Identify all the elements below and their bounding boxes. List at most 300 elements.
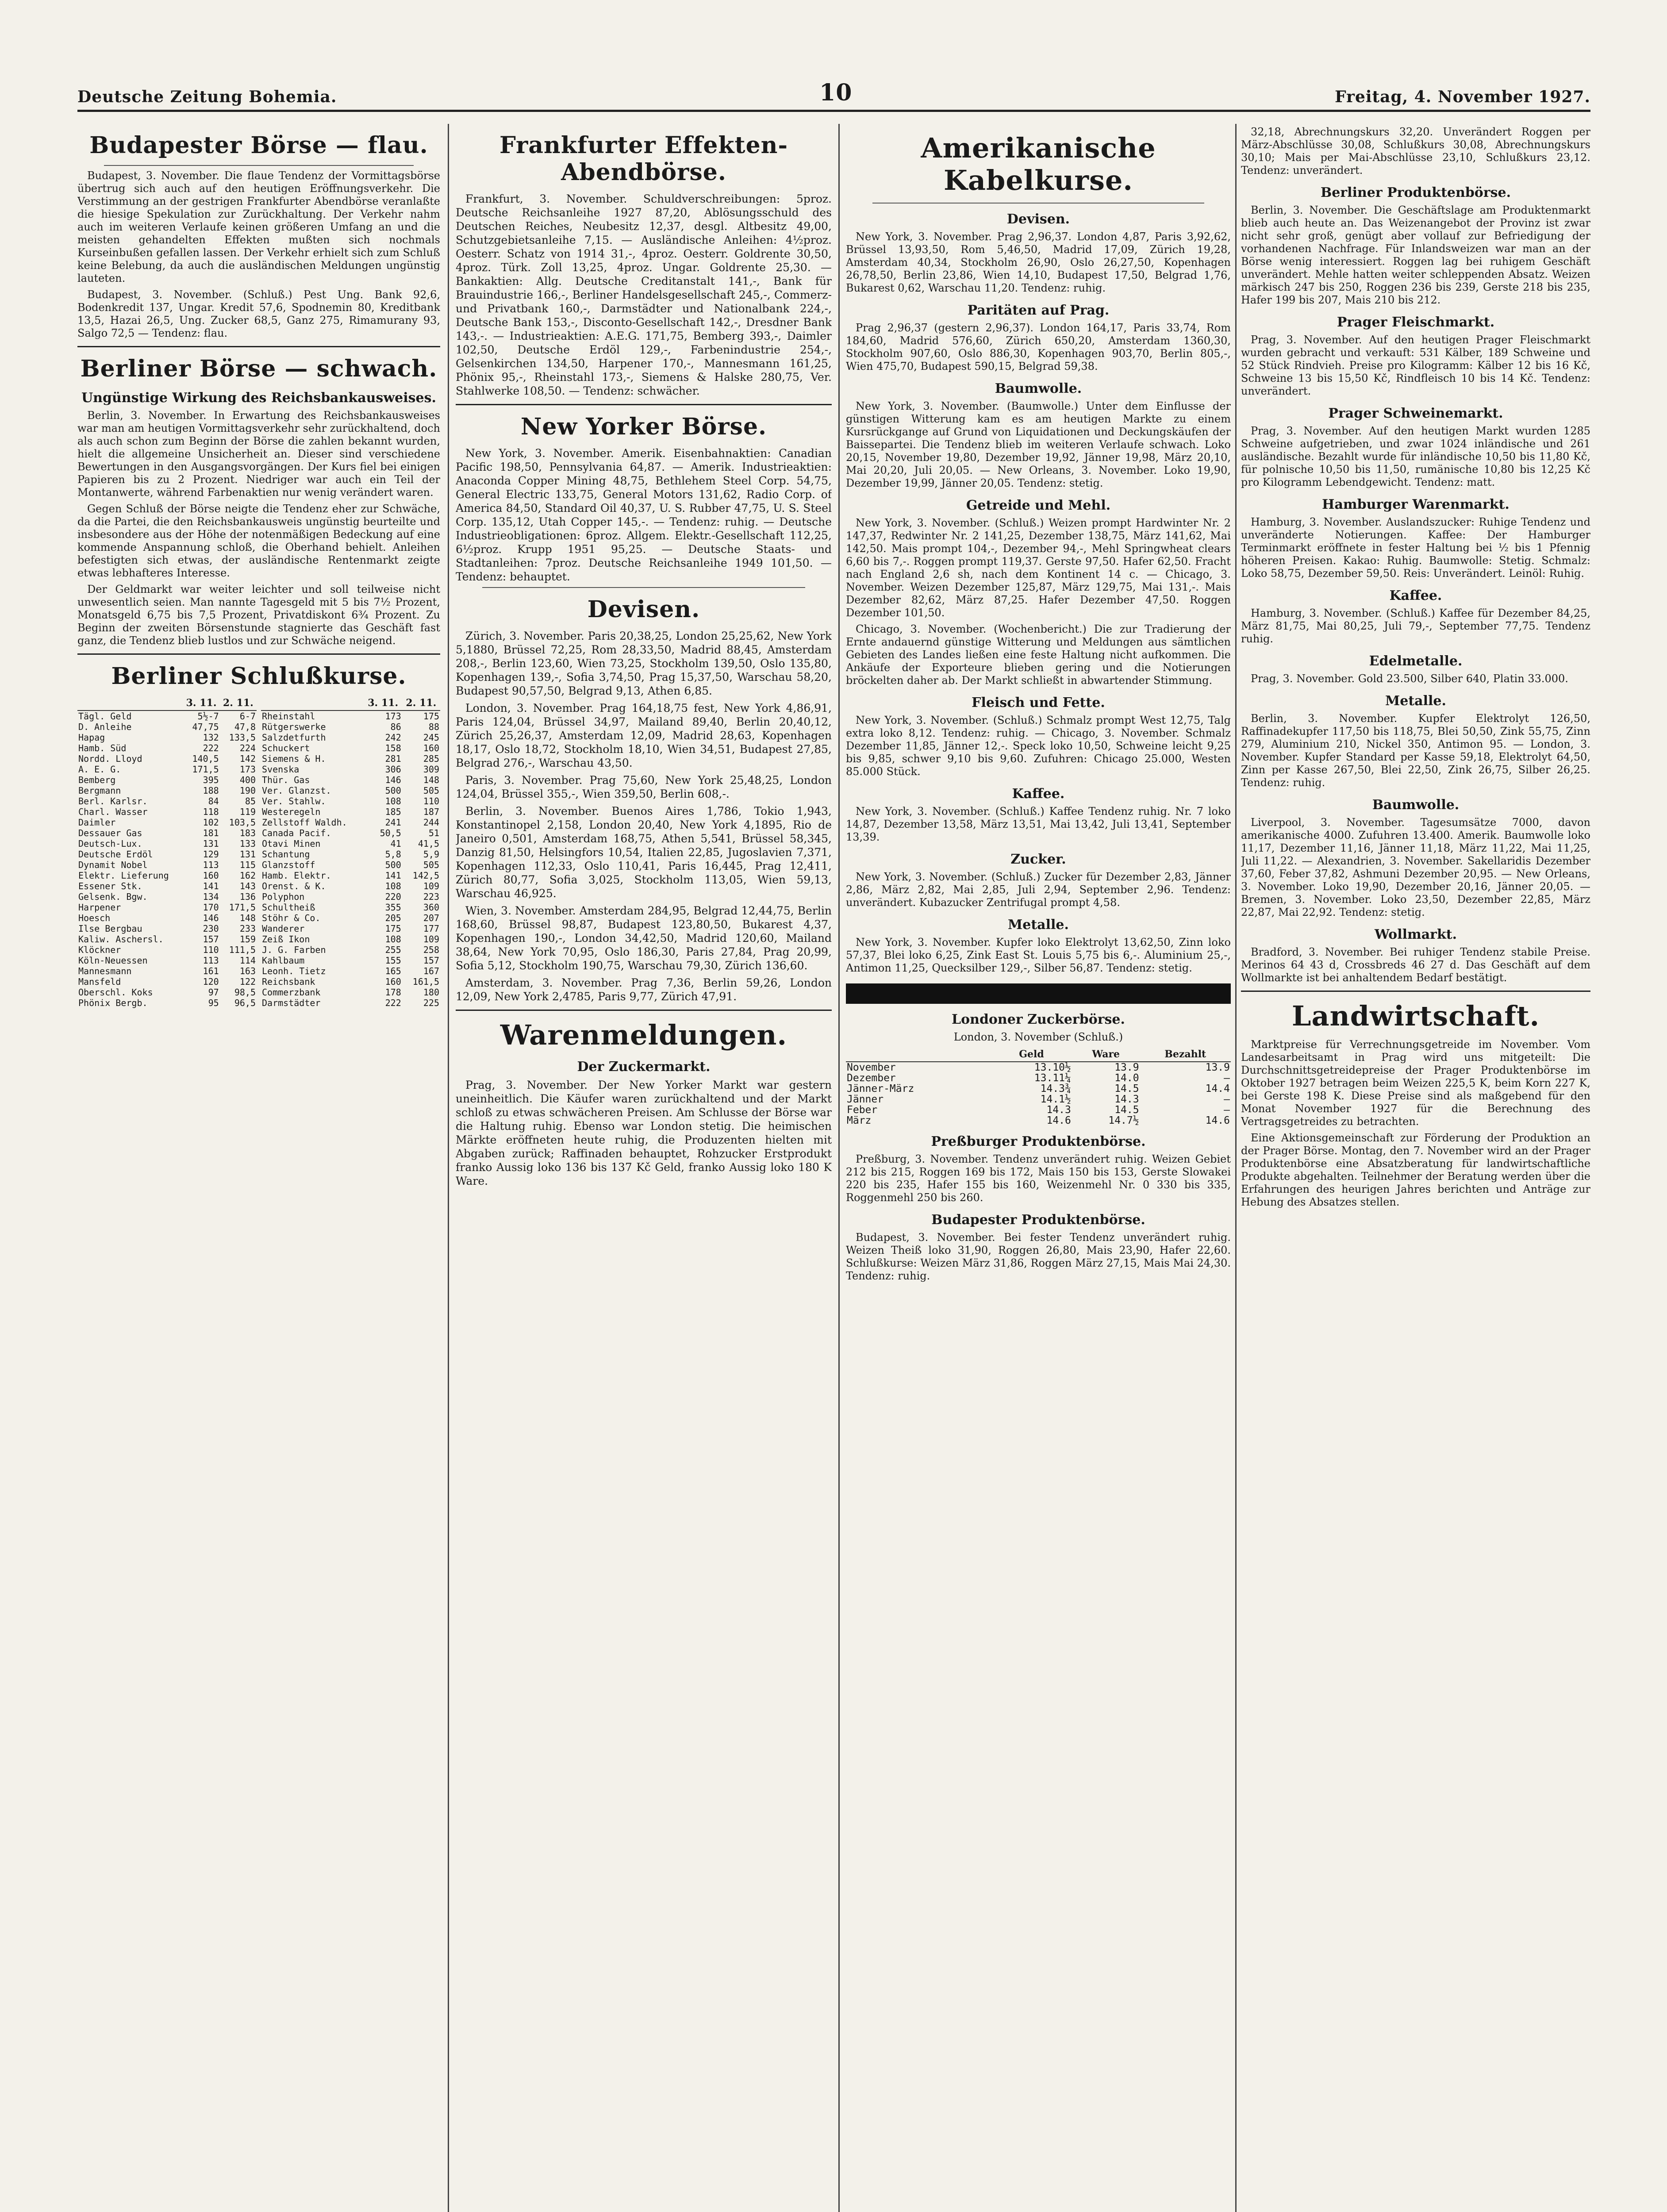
row-value: — (1224, 1094, 1230, 1105)
row-label: Charl. Wasser (78, 806, 148, 817)
row-value: 131 (203, 838, 219, 849)
issue-date: Freitag, 4. November 1927. (1335, 88, 1590, 106)
table-row (261, 934, 440, 945)
berliner-boerse-text: Der Geldmarkt war weiter leichter und soll teilweise nicht unwesentlich seien. Man nannte Tagesgeld mit 5 bis 7½ Prozent, Monatsgeld 6,75 bis 7,5 Prozent, Privatdiskont 6¾ Prozent. Zu Beginn der zweiten Börsenstunde stagnierte das Geschäft fast ganz, die Tendenz blieb lustlos und zur Schwäche neigend. (77, 583, 440, 647)
row-label: Hoesch (78, 913, 111, 923)
row-value: 142,5 (412, 870, 439, 881)
row-value: 159 (239, 934, 256, 945)
table-row (846, 1073, 1231, 1083)
row-label: November (847, 1062, 896, 1073)
prager-fleischmarkt-text: Prag, 3. November. Auf den heutigen Prager Fleischmarkt wurden gebracht und verkauft: 531 Kälber, 189 Schweine und 52 Stück Rindvieh. Preise pro Kilogramm: Kälber 12 bis 16 Kč, Schweine 13 bis 15,50 Kč, Rindfleisch 10 bis 14 Kč. Tendenz: unverändert. (1241, 334, 1590, 397)
row-value: 181 (203, 828, 219, 838)
row-value: 160 (203, 870, 219, 881)
row-value: 167 (423, 966, 439, 976)
table-row (846, 1105, 1231, 1115)
row-label: Bemberg (78, 775, 116, 785)
row-value: 41 (390, 838, 401, 849)
column-rule-3 (1235, 124, 1237, 2212)
divider (872, 203, 1204, 204)
row-label: Dessauer Gas (78, 828, 142, 838)
column-header: 2. 11. (220, 696, 257, 710)
table-row (77, 775, 257, 785)
kaffee-heading: Kaffee. (1012, 786, 1065, 802)
row-label: Dezember (847, 1073, 896, 1083)
continued-text: 32,18, Abrechnungskurs 32,20. Unverändert Roggen per März-Abschlüsse 30,08, Schlußkurs 30,08, Abrechnungskurs 30,10; Mais per Mai-Abschlüsse 23,10, Schlußkurs 23,12. Tendenz: unverändert. (1241, 126, 1590, 177)
table-row (261, 775, 440, 785)
row-value: 13.9 (1205, 1062, 1230, 1073)
row-label: Harpener (78, 902, 121, 913)
row-value: 47,8 (234, 722, 256, 732)
row-value: 132 (203, 732, 219, 743)
masthead (77, 79, 1590, 112)
pressburger-heading: Preßburger Produktenbörse. (931, 1134, 1146, 1149)
table-row (261, 870, 440, 881)
newspaper-name: Deutsche Zeitung Bohemia. (77, 88, 337, 106)
devisen-wien-text: Wien, 3. November. Amsterdam 284,95, Belgrad 12,44,75, Berlin 168,60, Brüssel 98,87, Budapest 123,80,50, Bukarest 4,37, Kopenhagen 190,-, London 34,42,50, Madrid 120,60, Mailand 38,64, New York 70,95, Oslo 186,30, Paris 27,84, Prag 20,99, Sofia 5,12, Stockholm 190,75, Warschau 79,30, Zürich 136,60. (456, 904, 832, 972)
row-value: 14.1½ (1040, 1094, 1071, 1105)
row-value: 142 (239, 753, 256, 764)
table-row (77, 987, 257, 998)
row-label: A. E. G. (78, 764, 121, 775)
berliner-boerse-heading: Berliner Börse — schwach. (80, 355, 438, 382)
row-label: Dynamit Nobel (78, 860, 148, 870)
row-label: Siemens & H. (262, 753, 326, 764)
table-row (77, 913, 257, 923)
wollmarkt-text: Bradford, 3. November. Bei ruhiger Tendenz stabile Preise. Merinos 64 43 d, Crossbreds 46 27 d. Das Geschäft auf dem Wollmarkte ist bei anhaltendem Bedarf bestätigt. (1241, 946, 1590, 984)
table-row (77, 710, 257, 722)
table-row (77, 860, 257, 870)
pressburger-text: Preßburg, 3. November. Tendenz unverändert ruhig. Weizen Gebiet 212 bis 215, Roggen 169 bis 172, Mais 150 bis 153, Gerste Slowakei 220 bis 235, Hafer 155 bis 160, Weizenmehl Nr. 0 330 bis 335, Roggenmehl 250 bis 260. (846, 1153, 1231, 1204)
table-row (261, 764, 440, 775)
table-row (77, 849, 257, 860)
chicago-bericht-text: Chicago, 3. November. (Wochenbericht.) Die zur Tradierung der Ernte andauernd günstige Witterung und Meldungen aus sämtlichen Gebieten des Landes ließen eine feste Haltung nicht aufkommen. Die Ankäufe der Exporteure blieben gering und die Notierungen bröckelten daher ab. Der Markt schließt in abwartender Stimmung. (846, 623, 1231, 687)
row-value: 230 (203, 923, 219, 934)
row-value: 120 (203, 976, 219, 987)
row-value: 225 (423, 998, 439, 1008)
row-value: 136 (239, 891, 256, 902)
column-header (261, 696, 364, 710)
row-value: 84 (208, 796, 219, 806)
row-value: 241 (385, 817, 401, 828)
table-row (846, 1062, 1231, 1073)
table-row (846, 1083, 1231, 1094)
table-row (261, 891, 440, 902)
row-label: Hapag (78, 732, 105, 743)
row-label: Westeregeln (262, 806, 321, 817)
zucker-heading: Zucker. (1010, 852, 1066, 867)
page-number: 10 (819, 79, 853, 106)
budapest-boerse-heading: Budapester Börse — flau. (89, 132, 428, 159)
row-value: 222 (203, 743, 219, 753)
row-value: 146 (203, 913, 219, 923)
row-label: Reichsbank (262, 976, 315, 987)
row-label: Phönix Bergb. (78, 998, 148, 1008)
row-label: Nordd. Lloyd (78, 753, 142, 764)
row-value: 155 (385, 955, 401, 966)
table-row (77, 902, 257, 913)
londoner-zucker-heading: Londoner Zuckerbörse. (952, 1012, 1125, 1027)
row-value: 109 (423, 934, 439, 945)
table-row (261, 753, 440, 764)
column-header: Bezahlt (1140, 1047, 1231, 1062)
row-value: — (1224, 1105, 1230, 1115)
row-value: 113 (203, 955, 219, 966)
row-value: 400 (239, 775, 256, 785)
berliner-produkten-heading: Berliner Produktenbörse. (1320, 185, 1511, 200)
row-label: Bergmann (78, 785, 121, 796)
landwirtschaft-text: Marktpreise für Verrechnungsgetreide im November. Vom Landesarbeitsamt in Prag wird uns mitgeteilt: Die Durchschnittsgetreidepreise der Prager Produktenbörse im Oktober 1927 betragen beim Weizen 225,5 K, beim Korn 227 K, bei Gerste 198 K. Diese Preise sind als maßgebend für den Monat November 1927 für die Berechnung des Vertragsgetreides zu betrachten. (1241, 1038, 1590, 1128)
devisen-london-text: London, 3. November. Prag 164,18,75 fest, New York 4,86,91, Paris 124,04, Brüssel 34,97, Mailand 89,40, Berlin 20,40,12, Zürich 25,26,37, Amsterdam 12,09, Madrid 28,63, Kopenhagen 18,17, Oslo 18,72, Stockholm 18,10, Wien 34,51, Budapest 27,85, Belgrad 276,-, Warschau 43,50. (456, 702, 832, 769)
row-label: Wanderer (262, 923, 305, 934)
paritaeten-text: Prag 2,96,37 (gestern 2,96,37). London 164,17, Paris 33,74, Rom 184,60, Madrid 576,60, Zürich 650,20, Amsterdam 1360,30, Stockholm 907,60, Oslo 886,30, Kopenhagen 903,70, Berlin 805,-, Wien 475,70, Budapest 590,15, Belgrad 59,38. (846, 322, 1231, 373)
row-label: D. Anleihe (78, 722, 132, 732)
row-value: 505 (423, 860, 439, 870)
row-value: 157 (203, 934, 219, 945)
getreide-heading: Getreide und Mehl. (966, 498, 1111, 513)
row-label: Ilse Bergbau (78, 923, 142, 934)
table-row (261, 785, 440, 796)
row-value: 160 (385, 976, 401, 987)
column-header: 3. 11. (364, 696, 402, 710)
row-label: Jänner (847, 1094, 884, 1105)
row-value: 95 (208, 998, 219, 1008)
table-row (261, 902, 440, 913)
row-label: Rheinstahl (262, 711, 315, 722)
divider (104, 165, 414, 166)
frankfurter-text: Frankfurt, 3. November. Schuldverschreibungen: 5proz. Deutsche Reichsanleihe 1927 87,20, Ablösungsschuld des Deutschen Reiches, Neubesitz 12,37, desgl. Altbesitz 49,00, Schutzgebietsanleihe 7,15. — Ausländische Anleihen: 4½proz. Oesterr. Schatz von 1914 31,-, 4proz. Oesterr. Goldrente 30,50, 4proz. Türk. Zoll 13,25, 4proz. Ungar. Goldrente 25,30. — Bankaktien: Allg. Deutsche Creditanstalt 141,-, Bank für Brauindustrie 166,-, Berliner Handelsgesellschaft 245,-, Commerz- und Privatbank 160,-, Darmstädter und Nationalbank 224,-, Deutsche Bank 153,-, Disconto-Gesellschaft 142,-, Dresdner Bank 143,-. — Industrieaktien: A.E.G. 171,75, Bemberg 393,-, Daimler 102,50, Deutsche Erdöl 129,-, Farbenindustrie 254,-, Gelsenkirchen 134,50, Harpener 170,-, Mannesmann 161,25, Phönix 95,-, Rheinstahl 173,-, Siemens & Halske 280,75, Ver. Stahlwerke 108,50. — Tendenz: schwächer. (456, 192, 832, 397)
row-label: Gelsenk. Bgw. (78, 891, 148, 902)
table-row (77, 923, 257, 934)
row-value: 14.5 (1114, 1105, 1139, 1115)
table-row (261, 806, 440, 817)
row-value: 161 (203, 966, 219, 976)
row-value: 220 (385, 891, 401, 902)
table-row (77, 806, 257, 817)
row-value: 500 (385, 860, 401, 870)
row-value: 223 (423, 891, 439, 902)
row-value: 111,5 (229, 945, 256, 955)
row-label: Polyphon (262, 891, 305, 902)
row-label: Deutsche Erdöl (78, 849, 153, 860)
row-label: Klöckner (78, 945, 121, 955)
row-label: Kaliw. Aschersl. (78, 934, 164, 945)
row-label: Zeiß Ikon (262, 934, 310, 945)
row-label: Hamb. Elektr. (262, 870, 331, 881)
row-label: Svenska (262, 764, 300, 775)
hamburger-warenmarkt-heading: Hamburger Warenmarkt. (1322, 497, 1510, 512)
row-value: 115 (239, 860, 256, 870)
row-value: 119 (239, 806, 256, 817)
row-value: 175 (385, 923, 401, 934)
row-value: 158 (385, 743, 401, 753)
table-row (261, 796, 440, 806)
metalle-text: Berlin, 3. November. Kupfer Elektrolyt 126,50, Raffinadekupfer 117,50 bis 118,75, Blei 50,50, Zink 55,75, Zinn 279, Aluminium 210, Nickel 350, Antimon 95. — London, 3. November. Kupfer Standard per Kasse 59,18, Elektrolyt 64,50, Zinn per Kasse 267,50, Blei 22,50, Zink 26,75, Silber 26,25. Tendenz: ruhig. (1241, 712, 1590, 789)
row-value: 258 (423, 945, 439, 955)
row-label: Rütgerswerke (262, 722, 326, 732)
column-rule-2 (838, 124, 840, 2212)
table-row (261, 966, 440, 976)
row-value: 96,5 (234, 998, 256, 1008)
row-value: 5,8 (385, 849, 401, 860)
kabel-devisen-heading: Devisen. (1006, 211, 1070, 227)
column-4 (1241, 124, 1590, 2212)
fleisch-fette-heading: Fleisch und Fette. (972, 695, 1105, 710)
kaffee-text: Hamburg, 3. November. (Schluß.) Kaffee für Dezember 84,25, März 81,75, Mai 80,25, Juli 79,-, September 77,75. Tendenz ruhig. (1241, 607, 1590, 645)
row-value: 233 (239, 923, 256, 934)
row-label: März (847, 1115, 872, 1126)
table-row (77, 838, 257, 849)
table-row (261, 923, 440, 934)
row-value: 244 (423, 817, 439, 828)
row-value: 500 (385, 785, 401, 796)
row-value: 5½-7 (197, 711, 219, 722)
table-row (77, 891, 257, 902)
wollmarkt-heading: Wollmarkt. (1374, 927, 1457, 942)
column-header: Ware (1072, 1047, 1140, 1062)
row-label: Feber (847, 1105, 878, 1115)
getreide-text: New York, 3. November. (Schluß.) Weizen prompt Hardwinter Nr. 2 147,37, Redwinter Nr. 2 141,25, Dezember 138,75, März 141,62, Mai 142,50. Mais prompt 104,-, Dezember 94,-, Mehl Springwheat clears 6,60 bis 7,-. Roggen prompt 119,37. Gerste 97,50. Hafer 62,50. Fracht nach England 2,6 sh, nach dem Kontinent 14 c. — Chicago, 3. November. Weizen Dezember 125,87, März 129,75, Mai 131,-. Mais Dezember 82,62, März 87,25. Hafer Dezember 47,50. Roggen Dezember 101,50. (846, 517, 1231, 619)
kaffee-heading: Kaffee. (1389, 588, 1442, 603)
row-label: Otavi Minen (262, 838, 321, 849)
budapester-produkten-text: Budapest, 3. November. Bei fester Tendenz unverändert ruhig. Weizen Theiß loko 31,90, Roggen 26,80, Mais 23,90, Hafer 22,60. Schlußkurse: Weizen März 31,86, Roggen März 27,15, Mais Mai 24,30. Tendenz: ruhig. (846, 1231, 1231, 1282)
baumwolle-heading: Baumwolle. (995, 381, 1082, 396)
table-row (77, 817, 257, 828)
metalle-heading: Metalle. (1008, 917, 1069, 933)
table-row (261, 732, 440, 743)
table-row (261, 998, 440, 1008)
row-value: 47,75 (192, 722, 219, 732)
table-row (77, 966, 257, 976)
row-value: 133 (239, 838, 256, 849)
column-header (77, 696, 183, 710)
row-value: 160 (423, 743, 439, 753)
baumwolle-text: Liverpool, 3. November. Tagesumsätze 7000, davon amerikanische 4000. Zufuhren 13.400. Amerik. Baumwolle loko 11,17, Dezember 11,16, Jänner 11,18, März 11,22, Mai 11,25, Juli 11,22. — Alexandrien, 3. November. Sakellaridis Dezember 37,60, Feber 37,82, Ashmuni Dezember 20,95. — New Orleans, 3. November. Loko 19,90, Dezember 20,16, Jänner 20,05. — Bremen, 3. November. Loko 23,50, Dezember 22,85, März 22,87, Mai 22,92. Tendenz: stetig. (1241, 816, 1590, 918)
warenmeldungen-heading: Warenmeldungen. (500, 1019, 787, 1051)
row-value: 14.3 (1046, 1105, 1071, 1115)
table-row (77, 945, 257, 955)
row-label: Leonh. Tietz (262, 966, 326, 976)
row-value: 224 (239, 743, 256, 753)
row-value: 188 (203, 785, 219, 796)
table-row (261, 817, 440, 828)
berliner-boerse-subheading: Ungünstige Wirkung des Reichsbankausweises. (81, 390, 436, 406)
row-value: 118 (203, 806, 219, 817)
divider (77, 346, 440, 347)
row-label: Thür. Gas (262, 775, 310, 785)
black-divider-bar (846, 983, 1231, 1004)
table-row (261, 860, 440, 870)
schlusskurse-table-left (77, 696, 257, 1008)
row-value: 14.4 (1205, 1083, 1230, 1094)
row-value: 170 (203, 902, 219, 913)
row-label: Schuckert (262, 743, 310, 753)
divider (482, 587, 805, 588)
londoner-zucker-table (846, 1047, 1231, 1126)
row-value: 103,5 (229, 817, 256, 828)
column-header: 3. 11. (183, 696, 219, 710)
row-value: 108 (385, 881, 401, 891)
row-value: 85 (245, 796, 256, 806)
row-value: 175 (423, 711, 439, 722)
row-value: 14.7½ (1108, 1115, 1139, 1126)
row-label: Hamb. Süd (78, 743, 127, 753)
divider (77, 653, 440, 655)
table-row (77, 881, 257, 891)
row-label: Glanzstoff (262, 860, 315, 870)
row-value: 108 (385, 796, 401, 806)
prager-fleischmarkt-heading: Prager Fleischmarkt. (1337, 315, 1495, 330)
table-row (261, 913, 440, 923)
row-value: 148 (239, 913, 256, 923)
new-yorker-heading: New Yorker Börse. (520, 413, 767, 440)
prager-schweinemarkt-text: Prag, 3. November. Auf den heutigen Markt wurden 1285 Schweine aufgetrieben, und zwar 1024 inländische und 261 ausländische. Bezahlt wurde für inländische 10,50 bis 11,80 Kč, für polnische 10,50 bis 11,50, rumänische 10,80 bis 12,25 Kč pro Kilogramm Lebendgewicht. Tendenz: matt. (1241, 425, 1590, 488)
metalle-text: New York, 3. November. Kupfer loko Elektrolyt 13,62,50, Zinn loko 57,37, Blei loko 6,25, Zink East St. Louis 5,75 bis 6,-. Aluminium 25,-, Antimon 11,25, Quecksilber 129,-, Silber 56,87. Tendenz: stetig. (846, 936, 1231, 974)
table-row (77, 764, 257, 775)
row-value: 122 (239, 976, 256, 987)
row-value: 131 (239, 849, 256, 860)
kaffee-text: New York, 3. November. (Schluß.) Kaffee Tendenz ruhig. Nr. 7 loko 14,87, Dezember 13,58, März 13,51, Mai 13,42, Juli 13,41, September 13,39. (846, 805, 1231, 843)
table-row (261, 976, 440, 987)
row-value: 14.0 (1114, 1073, 1139, 1083)
row-value: 14.5 (1114, 1083, 1139, 1094)
row-label: J. G. Farben (262, 945, 326, 955)
table-row (261, 710, 440, 722)
row-value: 98,5 (234, 987, 256, 998)
row-value: 171,5 (229, 902, 256, 913)
schlusskurse-tables (77, 696, 440, 1008)
row-value: 205 (385, 913, 401, 923)
row-value: 140,5 (192, 753, 219, 764)
row-label: Jänner-März (847, 1083, 914, 1094)
row-label: Oberschl. Koks (78, 987, 153, 998)
row-value: 161,5 (412, 976, 439, 987)
row-value: 14.6 (1205, 1115, 1230, 1126)
row-value: 255 (385, 945, 401, 955)
row-value: 177 (423, 923, 439, 934)
devisen-berlin-text: Berlin, 3. November. Buenos Aires 1,786, Tokio 1,943, Konstantinopel 2,158, London 20,40, New York 4,1895, Rio de Janeiro 0,501, Amsterdam 168,75, Athen 5,541, Brüssel 58,345, Danzig 81,50, Helsingfors 10,54, Italien 22,85, Jugoslavien 7,371, Kopenhagen 112,33, Oslo 110,41, Paris 16,445, Prag 12,411, Zürich 80,77, Sofia 3,025, Stockholm 113,05, Wien 59,13, Warschau 46,925. (456, 805, 832, 900)
row-value: 171,5 (192, 764, 219, 775)
row-label: Ver. Glanzst. (262, 785, 331, 796)
table-row (261, 743, 440, 753)
row-label: Schantung (262, 849, 310, 860)
row-value: 6-7 (239, 711, 256, 722)
row-value: 134 (203, 891, 219, 902)
edelmetalle-heading: Edelmetalle. (1369, 653, 1463, 669)
zuckermarkt-text: Prag, 3. November. Der New Yorker Markt war gestern uneinheitlich. Die Käufer waren zurückhaltend und der Markt schloß zu etwas schwächeren Preisen. Am Schlusse der Börse war die Haltung ruhig. Ebenso war London stetig. Die heimischen Märkte eröffneten heute ruhig, die Produzenten hielten mit Abgaben zurück; Raffinaden behauptet, Rohzucker Erstprodukt franko Aussig loko 136 bis 137 Kč Geld, franko Aussig loko 180 K Ware. (456, 1079, 832, 1187)
fleisch-fette-text: New York, 3. November. (Schluß.) Schmalz prompt West 12,75, Talg extra loko 8,12. Tendenz: ruhig. — Chicago, 3. November. Schmalz Dezember 11,85, Jänner 12,-. Speck loko 10,50, Schweine leicht 9,25 bis 9,85, schwer 9,10 bis 9,60. Zufuhren: Chicago 25.000, Westen 85.000 Stück. (846, 714, 1231, 778)
berliner-boerse-text: Gegen Schluß der Börse neigte die Tendenz eher zur Schwäche, da die Partei, die den Reichsbankausweis ungünstig beurteilte und insbesondere aus der Höhe der notenmäßigen Bedeckung auf eine kommende Anspannung schloß, die Oberhand behielt. Anleihen befestigten sich etwas, der ausländische Rentenmarkt zeigte etwas lebhafteres Interesse. (77, 503, 440, 579)
table-row (77, 753, 257, 764)
devisen-paris-text: Paris, 3. November. Prag 75,60, New York 25,48,25, London 124,04, Brüssel 355,-, Wien 359,50, Berlin 608,-. (456, 774, 832, 800)
row-label: Tägl. Geld (78, 711, 132, 722)
kabel-devisen-text: New York, 3. November. Prag 2,96,37. London 4,87, Paris 3,92,62, Brüssel 13,93,50, Rom 5,46,50, Madrid 17,09, Zürich 19,28, Amsterdam 40,34, Stockholm 26,90, Oslo 26,27,50, Kopenhagen 26,78,50, Berlin 23,86, Wien 14,10, Budapest 17,50, Belgrad 1,76, Bukarest 0,62, Warschau 11,20. Tendenz: ruhig. (846, 230, 1231, 294)
row-value: 109 (423, 881, 439, 891)
row-value: 190 (239, 785, 256, 796)
row-value: 14.3 (1114, 1094, 1139, 1105)
table-row (846, 1094, 1231, 1105)
row-value: 162 (239, 870, 256, 881)
row-label: Darmstädter (262, 998, 321, 1008)
row-value: 157 (423, 955, 439, 966)
table-row (77, 998, 257, 1008)
table-row (77, 828, 257, 838)
devisen-zuerich-text: Zürich, 3. November. Paris 20,38,25, London 25,25,62, New York 5,1880, Brüssel 72,25, Rom 28,33,50, Madrid 88,45, Amsterdam 208,-, Berlin 123,60, Wien 73,25, Stockholm 139,50, Oslo 135,80, Kopenhagen 139,-, Sofia 3,74,50, Prag 15,37,50, Warschau 58,20, Budapest 90,57,50, Belgrad 9,13, Athen 6,85. (456, 630, 832, 697)
row-label: Canada Pacif. (262, 828, 331, 838)
row-value: 281 (385, 753, 401, 764)
paritaeten-heading: Paritäten auf Prag. (967, 303, 1110, 318)
row-label: Essener Stk. (78, 881, 142, 891)
baumwolle-heading: Baumwolle. (1372, 797, 1460, 813)
row-value: 306 (385, 764, 401, 775)
londoner-zucker-intro: London, 3. November (Schluß.) (953, 1031, 1123, 1043)
row-value: 207 (423, 913, 439, 923)
row-value: 148 (423, 775, 439, 785)
table-row (77, 934, 257, 945)
row-value: 13.9 (1114, 1062, 1139, 1073)
row-label: Orenst. & K. (262, 881, 326, 891)
row-label: Köln-Neuessen (78, 955, 148, 966)
table-row (77, 732, 257, 743)
row-value: 86 (390, 722, 401, 732)
row-value: 242 (385, 732, 401, 743)
table-row (77, 785, 257, 796)
zuckermarkt-heading: Der Zuckermarkt. (577, 1059, 711, 1075)
table-row (261, 722, 440, 732)
table-row (261, 838, 440, 849)
landwirtschaft-text: Eine Aktionsgemeinschaft zur Förderung der Produktion an der Prager Börse. Montag, den 7. November wird an der Prager Produktenbörse eine Absatzberatung für landwirtschaftliche Produkte abgehalten. Teilnehmer der Beratung werden über die Erfahrungen des heurigen Jahres berichten und Anträge zur Hebung des Absatzes stellen. (1241, 1132, 1590, 1208)
landwirtschaft-heading: Landwirtschaft. (1291, 1000, 1540, 1032)
row-value: 14.6 (1046, 1115, 1071, 1126)
row-value: 178 (385, 987, 401, 998)
row-label: Mannesmann (78, 966, 132, 976)
zucker-text: New York, 3. November. (Schluß.) Zucker für Dezember 2,83, Jänner 2,86, März 2,82, Mai 2,85, Juli 2,94, September 2,96. Tendenz: unverändert. Kubazucker Zentrifugal prompt 4,58. (846, 871, 1231, 909)
column-header (846, 1047, 991, 1062)
row-value: 51 (428, 828, 439, 838)
row-value: 50,5 (380, 828, 401, 838)
row-label: Mansfeld (78, 976, 121, 987)
row-value: 245 (423, 732, 439, 743)
table-row (77, 743, 257, 753)
frankfurter-heading: Frankfurter Effekten-Abendbörse. (499, 132, 788, 186)
row-label: Commerzbank (262, 987, 321, 998)
row-value: 114 (239, 955, 256, 966)
schlusskurse-table-right (261, 696, 440, 1008)
row-value: 173 (239, 764, 256, 775)
row-label: Ver. Stahlw. (262, 796, 326, 806)
column-header: Geld (991, 1047, 1072, 1062)
budapest-boerse-text: Budapest, 3. November. Die flaue Tendenz der Vormittagsbörse übertrug sich auch auf den heutigen Eröffnungsverkehr. Die Verstimmung an der gestrigen Frankfurter Abendbörse veranlaßte die hiesige Spekulation zur Zurückhaltung. Der Verkehr nahm auch im weiteren Verlaufe keinen größeren Umfang an und die meisten gehandelten Effekten mußten sich nochmals Kurseinbußen gefallen lassen. Der Verkehr erhielt sich zum Schluß keine Belebung, da auch die ausländischen Meldungen ungünstig lauteten. (77, 169, 440, 284)
row-value: 88 (428, 722, 439, 732)
row-value: 141 (203, 881, 219, 891)
hamburger-warenmarkt-text: Hamburg, 3. November. Auslandszucker: Ruhige Tendenz und unveränderte Notierungen. Kaffee: Der Hamburger Terminmarkt eröffnete in fester Haltung bei ½ bis 1 Pfennig höheren Preisen. Kakao: Ruhig. Baumwolle: Stetig. Schmalz: Loko 58,75, Dezember 59,50. Reis: Unverändert. Leinöl: Ruhig. (1241, 516, 1590, 580)
metalle-heading: Metalle. (1385, 693, 1446, 709)
kabelkurse-heading: Amerikanische Kabelkurse. (921, 132, 1156, 196)
row-value: 41,5 (418, 838, 439, 849)
londoner-zucker-table-wrap (846, 1047, 1231, 1126)
row-value: 309 (423, 764, 439, 775)
row-value: 14.3¾ (1040, 1083, 1071, 1094)
table-row (77, 976, 257, 987)
table-row (261, 849, 440, 860)
row-label: Stöhr & Co. (262, 913, 321, 923)
devisen-amsterdam-text: Amsterdam, 3. November. Prag 7,36, Berlin 59,26, London 12,09, New York 2,4785, Paris 9,77, Zürich 47,91. (456, 976, 832, 1003)
row-label: Zellstoff Waldh. (262, 817, 347, 828)
divider (456, 1010, 832, 1011)
table-row (77, 722, 257, 732)
row-label: Schultheiß (262, 902, 315, 913)
row-value: 13.11¼ (1034, 1073, 1071, 1083)
row-value: 222 (385, 998, 401, 1008)
